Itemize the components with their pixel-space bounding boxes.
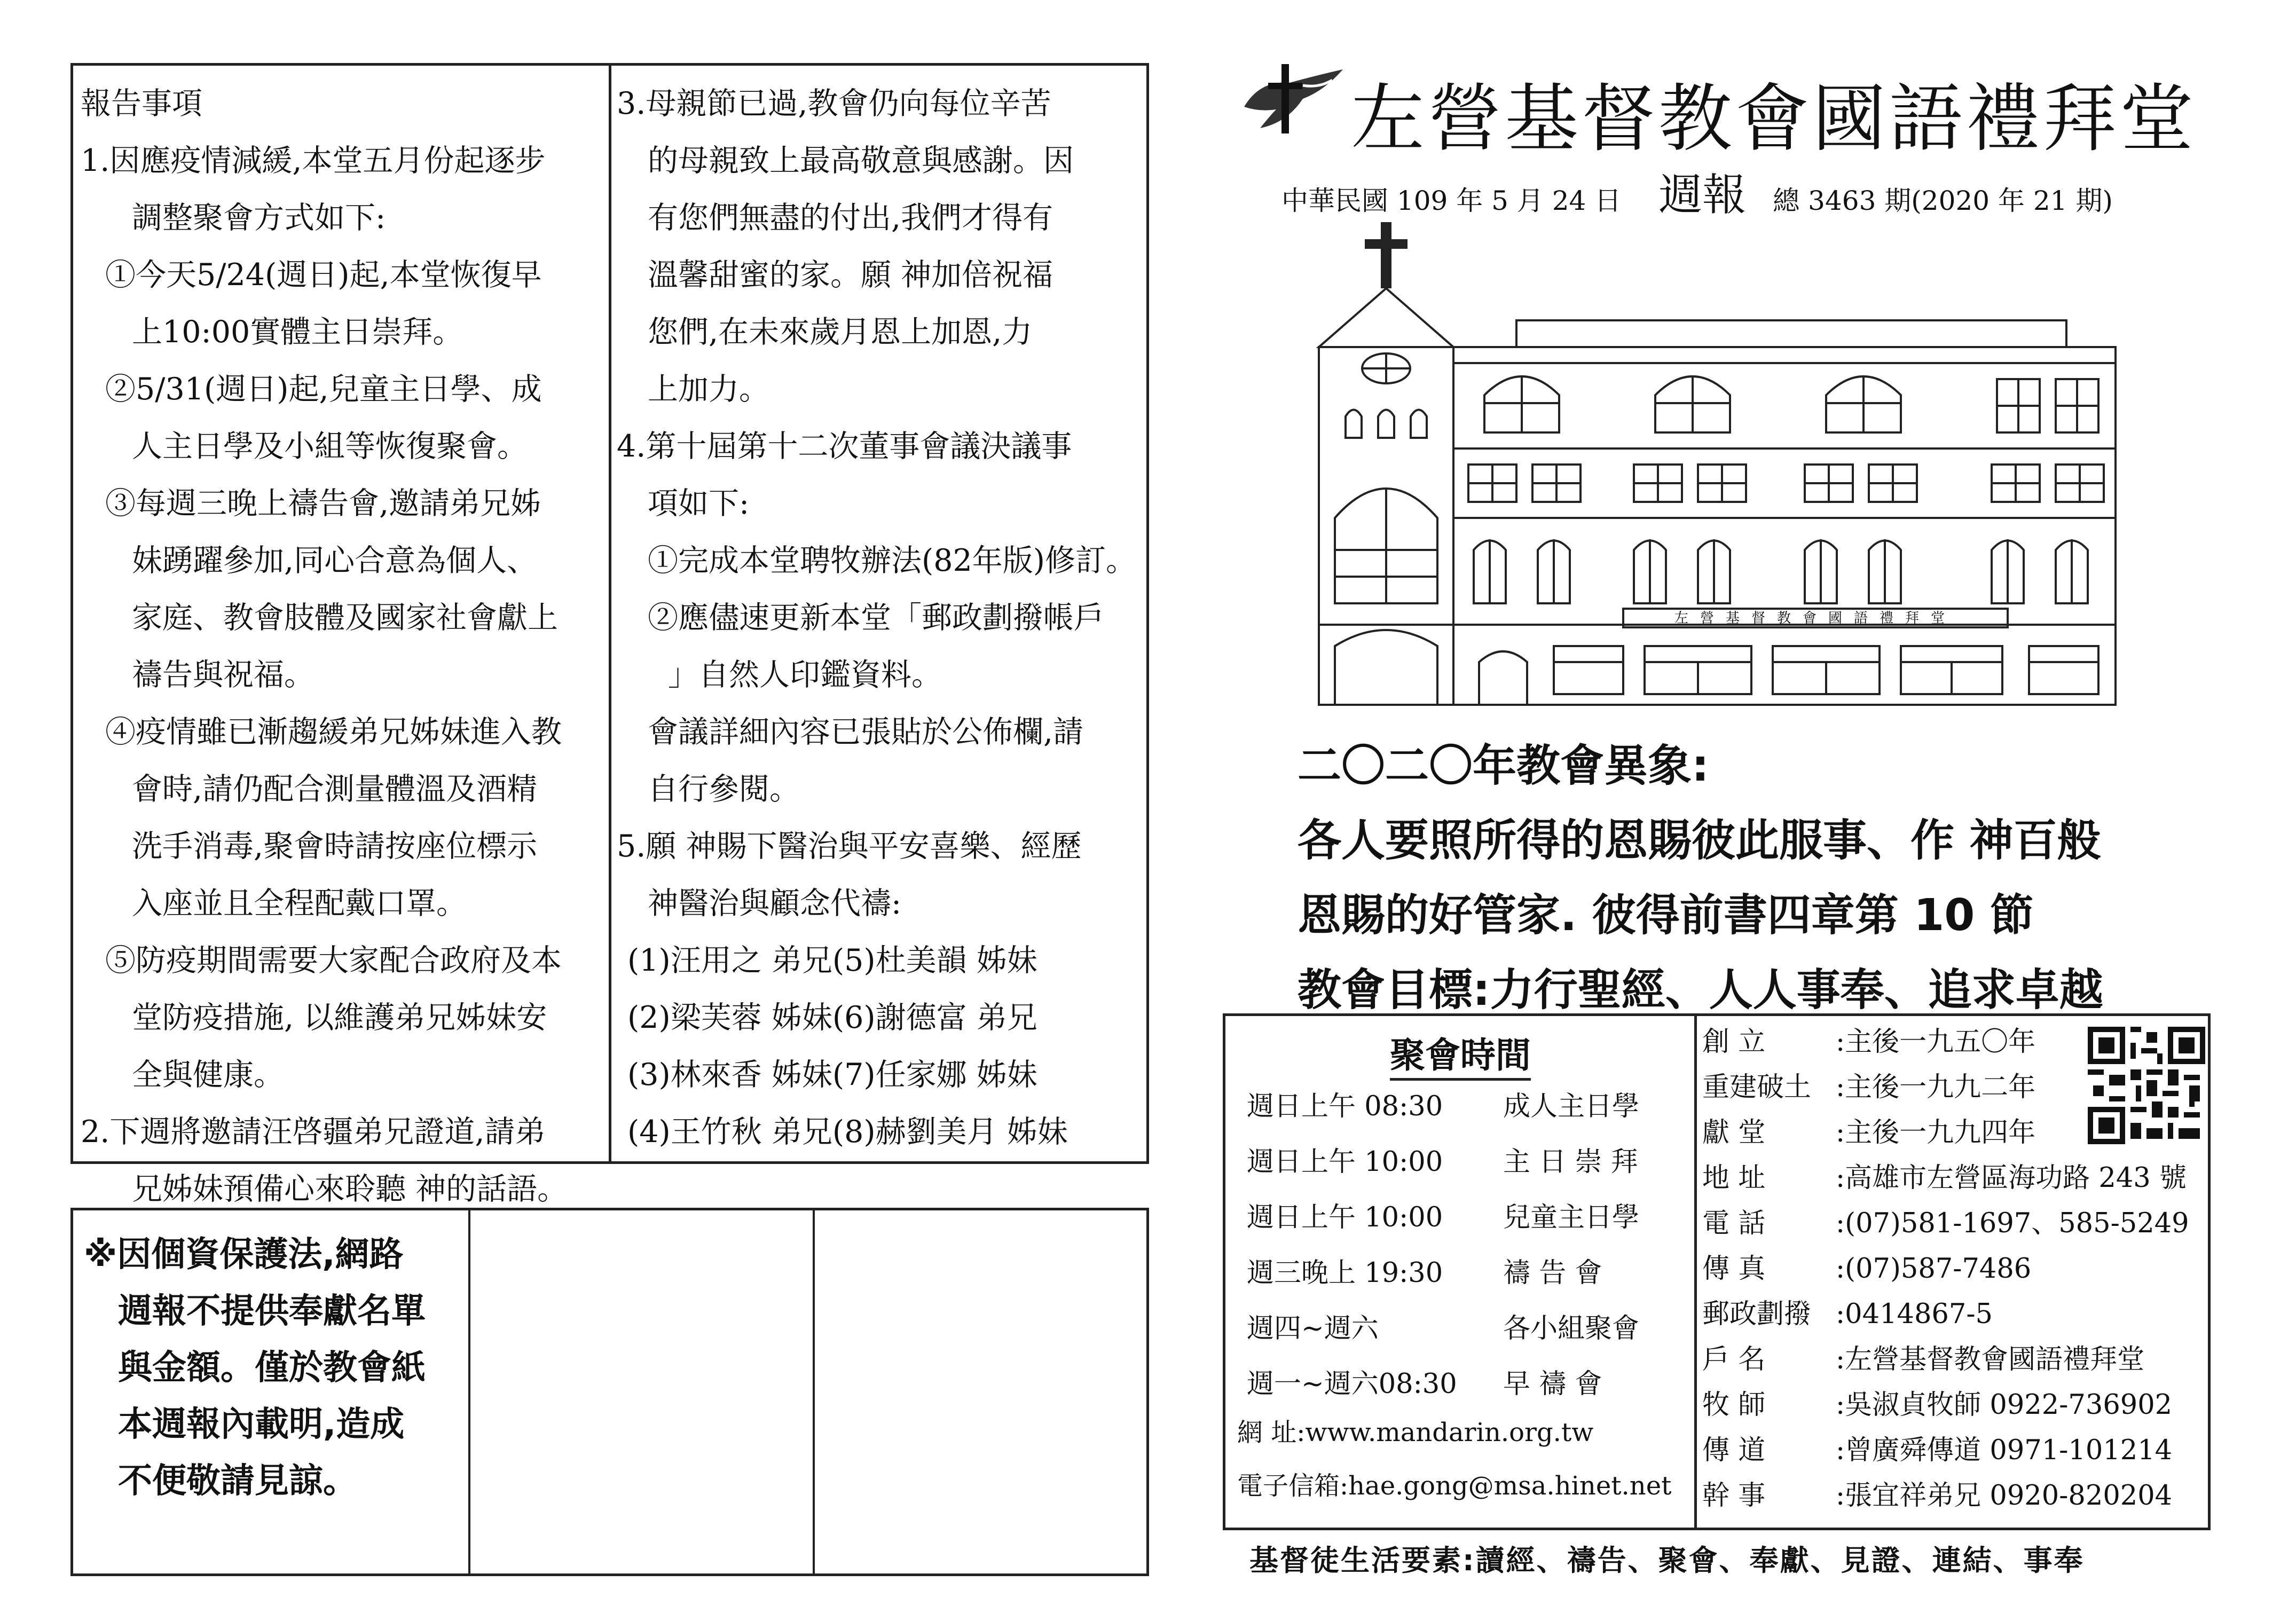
privacy-notice xyxy=(84,1226,426,1509)
announcement-line: ⑤防疫期間需要大家配合政府及本 xyxy=(105,943,562,978)
announcement-line: 的母親致上最高敬意與感謝。因 xyxy=(648,143,1074,178)
announcement-line: 自行參閱。 xyxy=(648,772,800,807)
announcement-line: 」自然人印鑑資料。 xyxy=(668,657,942,693)
bulletin-label: 週報 xyxy=(1658,170,1747,221)
announcement-line: ②應儘速更新本堂「郵政劃撥帳戶 xyxy=(648,600,1104,635)
church-info-row: 牧 師 :吳淑貞牧師 0922-736902 xyxy=(1702,1389,2173,1421)
church-info-row: 郵政劃撥 :0414867-5 xyxy=(1702,1299,1993,1330)
announcement-line: ②5/31(週日)起,兒童主日學、成 xyxy=(105,372,542,407)
meeting-row: 週日上午 08:30 成人主日學 xyxy=(1247,1091,1640,1122)
announcements-panel xyxy=(70,63,1149,1207)
column-divider xyxy=(468,1210,470,1573)
announcement-line: 項如下: xyxy=(648,486,750,521)
church-info-row: 傳 真 :(07)587-7486 xyxy=(1702,1253,2032,1285)
meeting-times-section xyxy=(1225,1016,1695,1528)
announcement-line: 堂防疫措施, 以維護弟兄姊妹安 xyxy=(132,1000,547,1035)
info-panel xyxy=(1223,1013,2211,1530)
announcement-line: 5.願 神賜下醫治與平安喜樂、經歷 xyxy=(617,829,1082,864)
privacy-line: 週報不提供奉獻名單 xyxy=(118,1292,426,1331)
meeting-row: 週日上午 10:00 兒童主日學 xyxy=(1247,1202,1640,1233)
privacy-line: 與金額。僅於教會紙 xyxy=(118,1348,426,1388)
prayer-list-row: (4)王竹秋 弟兄(8)赫劉美月 姊妹 xyxy=(627,1114,1068,1150)
meeting-times-list xyxy=(1247,1079,1695,1301)
announcement-line: 家庭、教會肢體及國家社會獻上 xyxy=(132,600,558,635)
prayer-list-row: (1)汪用之 弟兄(5)杜美韻 姊妹 xyxy=(627,943,1037,978)
church-info-row: 創 立 :主後一九五〇年 xyxy=(1702,1026,2036,1058)
vision-statement xyxy=(1298,729,2103,1028)
privacy-line: 不便敬請見諒。 xyxy=(118,1461,357,1501)
vision-title: 二〇二〇年教會異象: xyxy=(1298,741,1709,791)
announcement-line: 3.母親節已過,教會仍向每位辛苦 xyxy=(617,86,1051,121)
qr-code-icon[interactable] xyxy=(2088,1027,2205,1146)
announcements-column-1 xyxy=(81,75,568,1218)
church-info-section xyxy=(1698,1016,2211,1528)
announcement-line: 神醫治與顧念代禱: xyxy=(648,886,902,921)
announcement-line: 2.下週將邀請汪啓疆弟兄證道,請弟 xyxy=(81,1114,546,1150)
announcement-line: 妹踴躍參加,同心合意為個人、 xyxy=(132,543,538,578)
church-info-row: 地 址 :高雄市左營區海功路 243 號 xyxy=(1702,1162,2187,1194)
privacy-line: 本週報內載明,造成 xyxy=(118,1405,405,1444)
meeting-row: 週日上午 10:00 主 日 崇 拜 xyxy=(1247,1146,1638,1178)
privacy-line: ※因個資保護法,網路 xyxy=(84,1235,404,1274)
announcement-line: 全與健康。 xyxy=(132,1057,284,1092)
dove-cross-logo-icon xyxy=(1239,59,1346,139)
prayer-list-row: (2)梁芙蓉 姊妹(6)謝德富 弟兄 xyxy=(627,1000,1037,1035)
vision-goal: 教會目標:力行聖經、人人事奉、追求卓越 xyxy=(1298,965,2103,1016)
announcement-line: 會時,請仍配合測量體溫及酒精 xyxy=(132,772,538,807)
info-divider xyxy=(1694,1016,1697,1528)
bulletin-date: 中華民國 109 年 5 月 24 日 xyxy=(1281,185,1622,216)
christian-life-essentials: 基督徒生活要素:讀經、禱告、聚會、奉獻、見證、連結、事奉 xyxy=(1249,1544,2085,1577)
meeting-times-list-more xyxy=(1247,1301,1695,1412)
announcement-line: 您們,在未來歲月恩上加恩,力 xyxy=(648,314,1033,350)
announcement-line: 會議詳細內容已張貼於公佈欄,請 xyxy=(648,714,1084,750)
church-info-row: 獻 堂 :主後一九九四年 xyxy=(1702,1117,2036,1148)
announcement-line: 兄姊妹預備心來聆聽 神的話語。 xyxy=(132,1171,568,1207)
announcement-line: 溫馨甜蜜的家。願 神加倍祝福 xyxy=(648,257,1053,293)
church-info-row: 戶 名 :左營基督教會國語禮拜堂 xyxy=(1702,1344,2145,1375)
column-divider xyxy=(813,1210,815,1573)
church-info-row: 電 話 :(07)581-1697、585-5249 xyxy=(1702,1208,2189,1239)
meeting-row: 週三晚上 19:30 禱 告 會 xyxy=(1247,1257,1602,1289)
church-info-row: 重建破土 :主後一九九二年 xyxy=(1702,1072,2036,1103)
announcement-line: ④疫情雖已漸趨緩弟兄姊妹進入教 xyxy=(105,714,562,750)
issue-number: 總 3463 期(2020 年 21 期) xyxy=(1773,185,2113,216)
offering-panel xyxy=(70,1208,1149,1576)
announcement-line: 調整聚會方式如下: xyxy=(132,200,386,235)
meeting-times-title: 聚會時間 xyxy=(1225,1027,1695,1077)
prayer-list-row: (3)林來香 姊妹(7)任家娜 姊妹 xyxy=(627,1057,1037,1092)
announcement-line: 4.第十屆第十二次董事會議決議事 xyxy=(617,429,1072,464)
announcement-line: 禱告與祝福。 xyxy=(132,657,314,693)
announcement-line: ①今天5/24(週日)起,本堂恢復早 xyxy=(105,257,542,293)
announcement-line: ③每週三晚上禱告會,邀請弟兄姊 xyxy=(105,486,541,521)
meeting-row: 週四~週六 各小組聚會 xyxy=(1247,1313,1640,1344)
issue-line xyxy=(1281,160,2113,223)
column-divider xyxy=(609,66,611,1161)
announcement-line: 上10:00實體主日崇拜。 xyxy=(132,314,463,350)
building-sign: 左營基督教會國語禮拜堂 xyxy=(1674,610,1956,626)
church-info-row: 傳 道 :曾廣舜傳道 0971-101214 xyxy=(1702,1435,2173,1466)
announcement-line: 上加力。 xyxy=(648,372,769,407)
announcement-line: 1.因應疫情減緩,本堂五月份起逐步 xyxy=(81,143,546,178)
website-line[interactable]: 網 址:www.mandarin.org.tw xyxy=(1237,1418,1594,1447)
announcement-line: 洗手消毒,聚會時請按座位標示 xyxy=(132,829,538,864)
email-line[interactable]: 電子信箱:hae.gong@msa.hinet.net xyxy=(1237,1471,1672,1501)
announcements-heading: 報告事項 xyxy=(81,86,202,121)
church-info-row: 幹 事 :張宜祥弟兄 0920-820204 xyxy=(1702,1480,2173,1512)
announcement-line: 入座並且全程配戴口罩。 xyxy=(132,886,467,921)
vision-line: 各人要照所得的恩賜彼此服事、作 神百般 xyxy=(1298,815,2101,866)
announcement-line: 人主日學及小組等恢復聚會。 xyxy=(132,429,528,464)
announcement-line: ①完成本堂聘牧辦法(82年版)修訂。 xyxy=(648,543,1137,578)
church-building-illustration xyxy=(1303,219,2136,710)
vision-line: 恩賜的好管家. 彼得前書四章第 10 節 xyxy=(1298,890,2034,941)
church-name-title: 左營基督教會國語禮拜堂 xyxy=(1351,76,2197,162)
meeting-row: 週一~週六08:30 早 禱 會 xyxy=(1247,1368,1602,1400)
announcements-column-2 xyxy=(617,75,1136,1161)
announcement-line: 有您們無盡的付出,我們才得有 xyxy=(648,200,1053,235)
